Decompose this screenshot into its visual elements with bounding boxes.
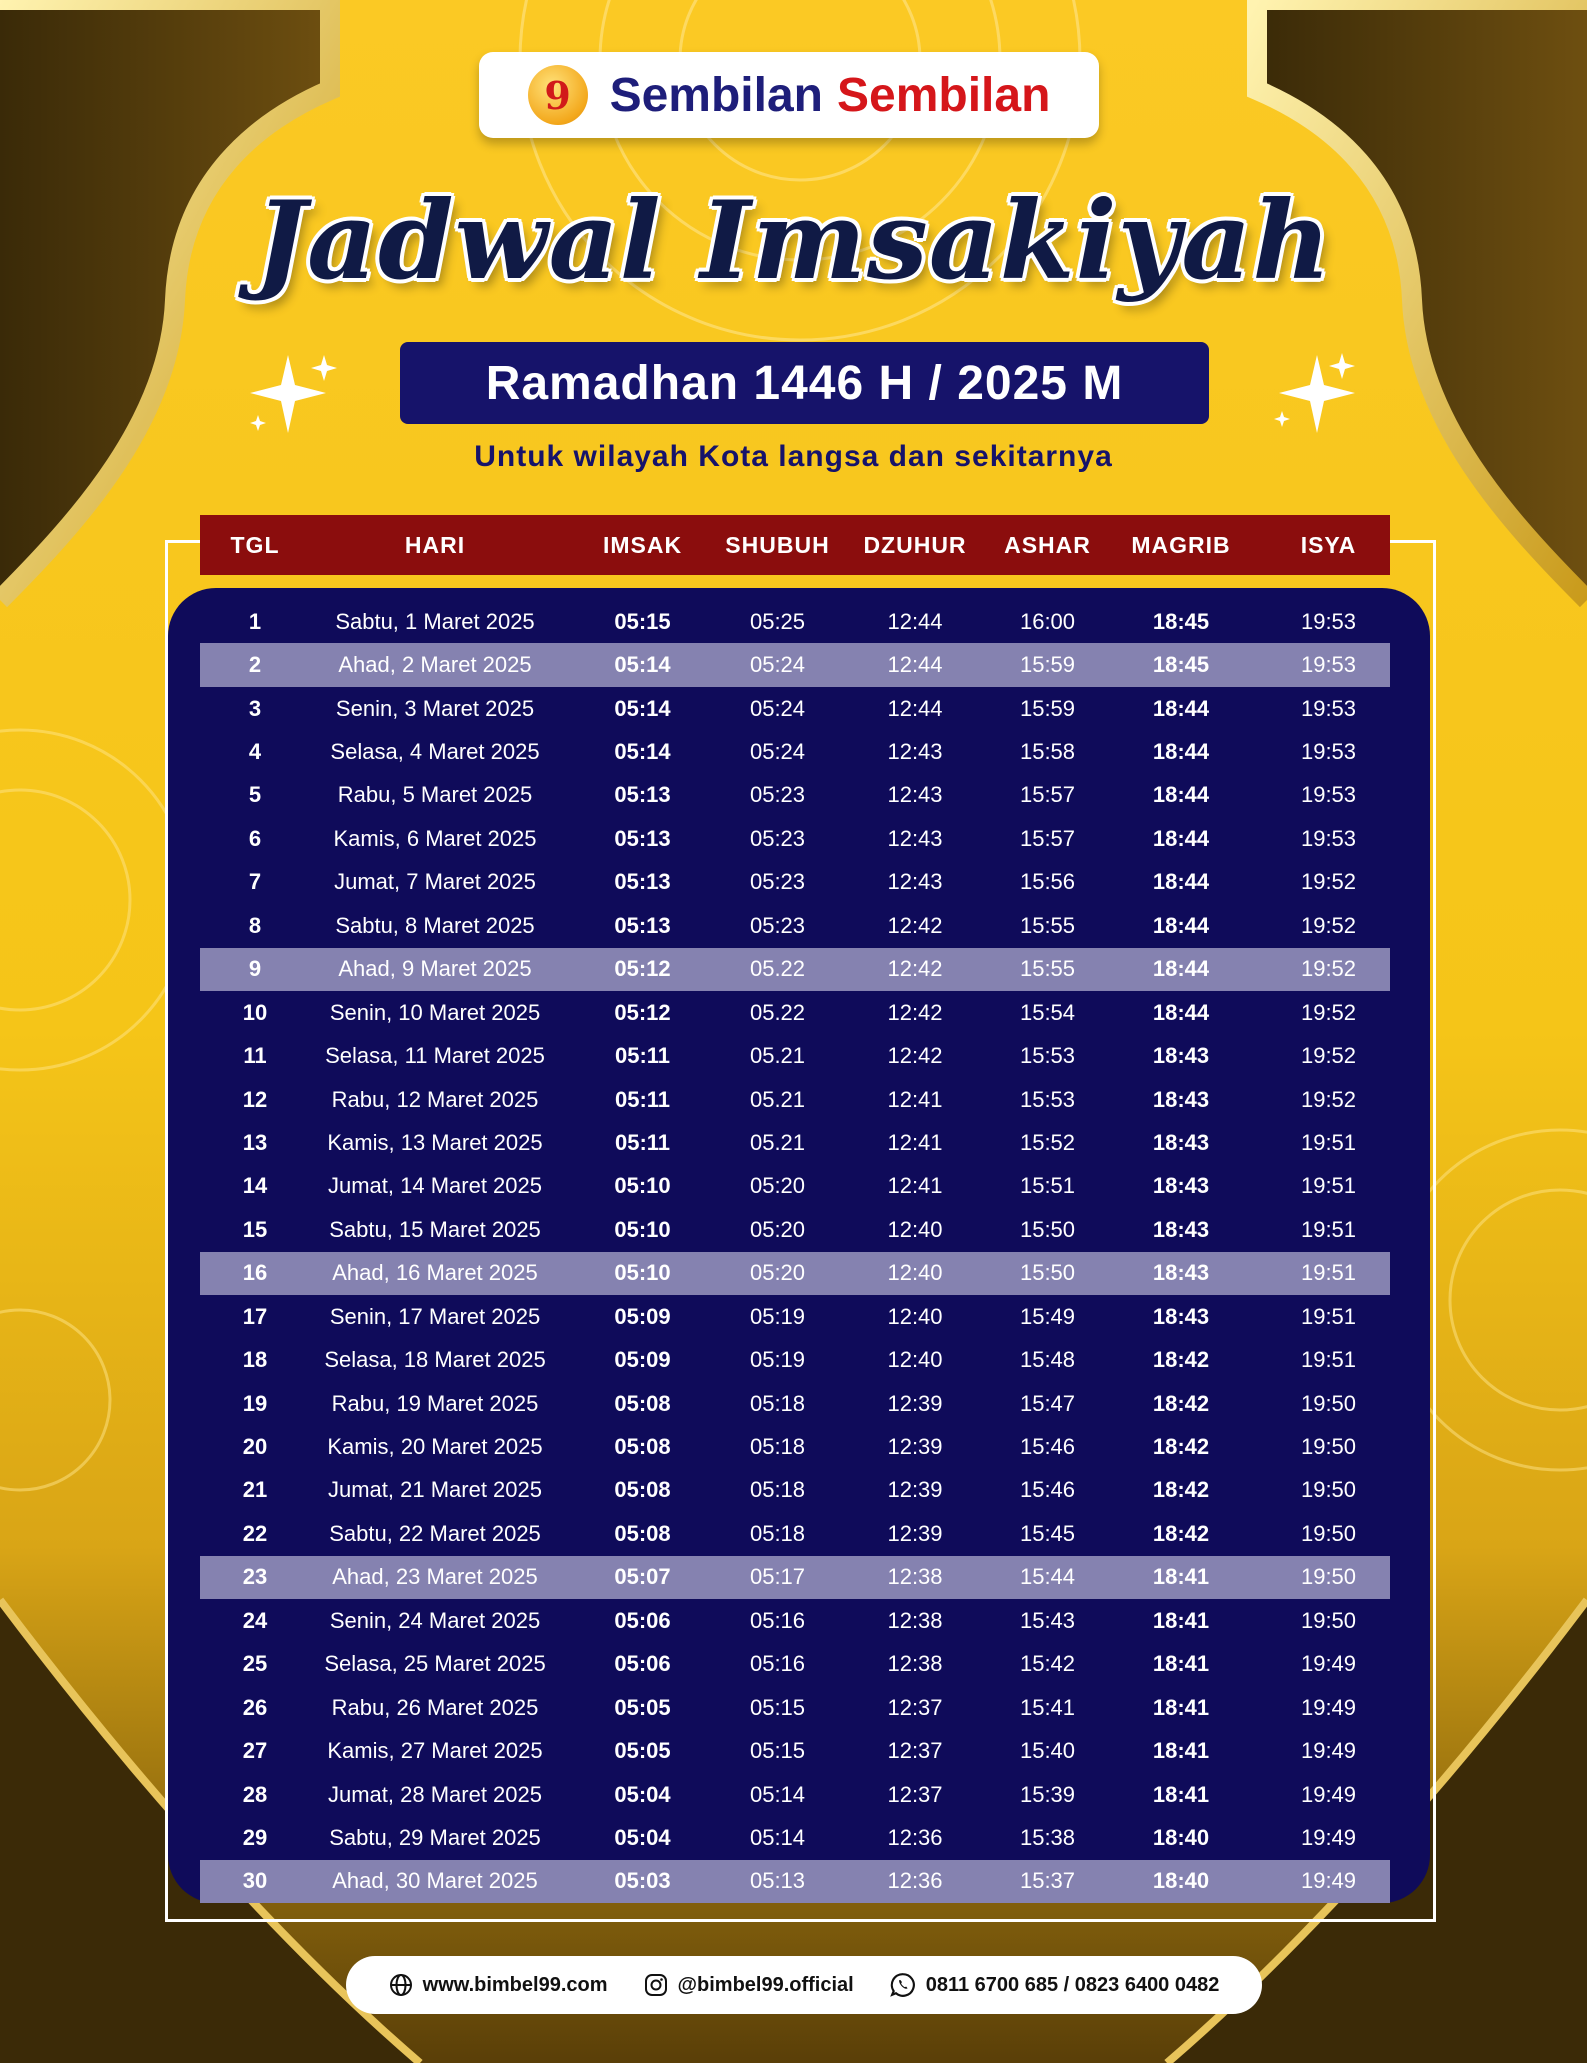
- day-date: Jumat, 21 Maret 2025: [327, 1477, 542, 1503]
- brand-logo: [479, 52, 1099, 138]
- table-row: [200, 1860, 1390, 1903]
- shubuh-time: 05:19: [749, 1347, 806, 1373]
- isya-time: 19:51: [1300, 1260, 1357, 1286]
- column-header-hari: HARI: [404, 531, 466, 558]
- sparkle-icon-left: [238, 345, 348, 445]
- day-number: 4: [248, 739, 262, 765]
- ashar-time: 15:47: [1019, 1390, 1076, 1416]
- imsak-time: 05:09: [614, 1347, 671, 1373]
- magrib-time: 18:43: [1152, 1043, 1210, 1069]
- table-row: [200, 904, 1390, 947]
- dzuhur-time: 12:43: [887, 825, 943, 851]
- dzuhur-time: 12:39: [887, 1520, 943, 1546]
- magrib-time: 18:42: [1152, 1434, 1210, 1460]
- day-number: 30: [242, 1868, 268, 1894]
- ashar-time: 15:42: [1019, 1651, 1076, 1677]
- ashar-time: 15:38: [1019, 1824, 1076, 1850]
- table-row: [200, 1252, 1390, 1295]
- dzuhur-time: 12:43: [887, 869, 943, 895]
- ashar-time: 15:49: [1019, 1303, 1076, 1329]
- isya-time: 19:53: [1300, 608, 1357, 634]
- magrib-time: 18:44: [1152, 695, 1210, 721]
- dzuhur-time: 12:38: [887, 1651, 943, 1677]
- website-text: www.bimbel99.com: [422, 1973, 608, 1996]
- shubuh-time: 05:16: [749, 1607, 806, 1633]
- day-date: Jumat, 14 Maret 2025: [327, 1173, 542, 1199]
- isya-time: 19:49: [1300, 1868, 1357, 1894]
- column-header-ashar: ASHAR: [1004, 531, 1091, 558]
- magrib-time: 18:41: [1152, 1694, 1210, 1720]
- isya-time: 19:52: [1300, 956, 1357, 982]
- ashar-time: 15:53: [1019, 1043, 1076, 1069]
- magrib-time: 18:43: [1152, 1086, 1210, 1112]
- footer-contact-bar: [346, 1956, 1262, 2014]
- isya-time: 19:51: [1300, 1129, 1357, 1155]
- shubuh-time: 05:20: [749, 1260, 806, 1286]
- table-row: [200, 991, 1390, 1034]
- day-number: 18: [242, 1347, 268, 1373]
- dzuhur-time: 12:41: [887, 1129, 943, 1155]
- day-date: Sabtu, 29 Maret 2025: [329, 1824, 541, 1850]
- shubuh-time: 05.22: [749, 999, 806, 1025]
- day-number: 27: [242, 1738, 268, 1764]
- dzuhur-time: 12:42: [887, 1043, 943, 1069]
- ashar-time: 15:54: [1019, 999, 1076, 1025]
- brand-badge: 9: [528, 65, 588, 125]
- ashar-time: 15:50: [1019, 1260, 1076, 1286]
- day-number: 17: [242, 1303, 268, 1329]
- isya-time: 19:52: [1300, 912, 1357, 938]
- dzuhur-time: 12:41: [887, 1086, 943, 1112]
- isya-time: 19:51: [1300, 1303, 1357, 1329]
- shubuh-time: 05:16: [749, 1651, 806, 1677]
- imsak-time: 05:13: [614, 912, 671, 938]
- globe-icon: [389, 1973, 413, 1997]
- imsak-time: 05:04: [614, 1824, 671, 1850]
- day-date: Sabtu, 1 Maret 2025: [335, 608, 535, 634]
- table-row: [200, 1556, 1390, 1599]
- sparkle-icon-right: [1262, 345, 1372, 445]
- day-number: 11: [243, 1043, 267, 1069]
- ashar-time: 15:46: [1019, 1434, 1076, 1460]
- day-number: 5: [248, 782, 262, 808]
- table-row: [200, 1643, 1390, 1686]
- magrib-time: 18:45: [1152, 608, 1210, 634]
- isya-time: 19:49: [1300, 1781, 1357, 1807]
- shubuh-time: 05:17: [749, 1564, 806, 1590]
- imsak-time: 05:07: [614, 1564, 671, 1590]
- column-header-dzuhur: DZUHUR: [863, 531, 967, 558]
- day-number: 7: [248, 869, 262, 895]
- ramadhan-banner: Ramadhan 1446 H / 2025 M: [400, 342, 1209, 424]
- day-date: Senin, 10 Maret 2025: [329, 999, 541, 1025]
- magrib-time: 18:42: [1152, 1477, 1210, 1503]
- day-date: Kamis, 27 Maret 2025: [327, 1738, 543, 1764]
- imsak-time: 05:10: [614, 1173, 671, 1199]
- shubuh-time: 05:23: [749, 869, 806, 895]
- isya-time: 19:50: [1300, 1564, 1357, 1590]
- day-date: Selasa, 11 Maret 2025: [325, 1043, 545, 1069]
- shubuh-time: 05:14: [749, 1824, 806, 1850]
- isya-time: 19:52: [1300, 1043, 1357, 1069]
- magrib-time: 18:41: [1152, 1564, 1210, 1590]
- isya-time: 19:52: [1300, 999, 1357, 1025]
- day-number: 15: [242, 1216, 268, 1242]
- ashar-time: 15:55: [1019, 956, 1076, 982]
- day-date: Selasa, 25 Maret 2025: [324, 1651, 546, 1677]
- day-date: Ahad, 30 Maret 2025: [332, 1868, 538, 1894]
- shubuh-time: 05.21: [749, 1129, 806, 1155]
- dzuhur-time: 12:44: [887, 652, 943, 678]
- table-header: [200, 515, 1390, 575]
- dzuhur-time: 12:42: [887, 912, 943, 938]
- imsak-time: 05:14: [614, 652, 671, 678]
- table-row: [200, 730, 1390, 773]
- magrib-time: 18:41: [1152, 1607, 1210, 1633]
- table-row: [200, 1121, 1390, 1164]
- day-date: Ahad, 2 Maret 2025: [338, 652, 532, 678]
- shubuh-time: 05:20: [749, 1173, 806, 1199]
- day-number: 12: [242, 1086, 268, 1112]
- shubuh-time: 05.21: [749, 1086, 806, 1112]
- day-number: 19: [242, 1390, 268, 1416]
- magrib-time: 18:44: [1152, 869, 1210, 895]
- day-number: 22: [242, 1520, 268, 1546]
- table-row: [200, 600, 1390, 643]
- isya-time: 19:53: [1300, 739, 1357, 765]
- shubuh-time: 05:24: [749, 652, 806, 678]
- isya-time: 19:51: [1300, 1173, 1357, 1199]
- day-number: 28: [242, 1781, 268, 1807]
- dzuhur-time: 12:37: [887, 1781, 943, 1807]
- shubuh-time: 05:23: [749, 912, 806, 938]
- imsak-time: 05:10: [614, 1216, 671, 1242]
- ashar-time: 15:59: [1019, 695, 1076, 721]
- isya-time: 19:52: [1300, 1086, 1357, 1112]
- table-row: [200, 1382, 1390, 1425]
- table-row: [200, 1338, 1390, 1381]
- column-header-isya: ISYA: [1300, 531, 1357, 558]
- day-number: 10: [242, 999, 268, 1025]
- ashar-time: 15:55: [1019, 912, 1076, 938]
- dzuhur-time: 12:42: [887, 999, 943, 1025]
- magrib-time: 18:42: [1152, 1520, 1210, 1546]
- dzuhur-time: 12:39: [887, 1477, 943, 1503]
- magrib-time: 18:40: [1152, 1824, 1210, 1850]
- magrib-time: 18:41: [1152, 1781, 1210, 1807]
- day-number: 26: [242, 1694, 268, 1720]
- instagram-icon: [644, 1973, 668, 1997]
- day-date: Senin, 17 Maret 2025: [329, 1303, 541, 1329]
- magrib-time: 18:42: [1152, 1347, 1210, 1373]
- isya-time: 19:53: [1300, 782, 1357, 808]
- instagram-text: @bimbel99.official: [677, 1973, 854, 1996]
- isya-time: 19:50: [1300, 1390, 1357, 1416]
- imsak-time: 05:13: [614, 825, 671, 851]
- day-date: Jumat, 7 Maret 2025: [334, 869, 536, 895]
- day-date: Selasa, 4 Maret 2025: [330, 739, 540, 765]
- day-number: 8: [248, 912, 262, 938]
- dzuhur-time: 12:43: [887, 739, 943, 765]
- isya-time: 19:51: [1300, 1347, 1357, 1373]
- shubuh-time: 05:18: [749, 1390, 806, 1416]
- ashar-time: 15:52: [1019, 1129, 1076, 1155]
- ashar-time: 15:51: [1019, 1173, 1076, 1199]
- shubuh-time: 05.21: [749, 1043, 806, 1069]
- day-number: 25: [242, 1651, 268, 1677]
- isya-time: 19:50: [1300, 1520, 1357, 1546]
- imsak-time: 05:12: [614, 956, 671, 982]
- isya-time: 19:50: [1300, 1607, 1357, 1633]
- ashar-time: 15:58: [1019, 739, 1076, 765]
- dzuhur-time: 12:42: [887, 956, 943, 982]
- day-number: 9: [248, 956, 262, 982]
- isya-time: 19:50: [1300, 1477, 1357, 1503]
- imsak-time: 05:08: [614, 1520, 671, 1546]
- day-date: Rabu, 12 Maret 2025: [331, 1086, 539, 1112]
- isya-time: 19:51: [1300, 1216, 1357, 1242]
- day-date: Ahad, 16 Maret 2025: [332, 1260, 538, 1286]
- magrib-time: 18:44: [1152, 739, 1210, 765]
- dzuhur-time: 12:40: [887, 1260, 943, 1286]
- magrib-time: 18:44: [1152, 825, 1210, 851]
- imsak-time: 05:06: [614, 1607, 671, 1633]
- imsak-time: 05:13: [614, 869, 671, 895]
- brand-name-part1: Sembilan: [609, 68, 823, 122]
- magrib-time: 18:43: [1152, 1129, 1210, 1155]
- ashar-time: 15:50: [1019, 1216, 1076, 1242]
- magrib-time: 18:44: [1152, 912, 1210, 938]
- ashar-time: 15:57: [1019, 825, 1076, 851]
- whatsapp-text: 0811 6700 685 / 0823 6400 0482: [925, 1973, 1220, 1996]
- shubuh-time: 05:15: [749, 1694, 806, 1720]
- table-row: [200, 774, 1390, 817]
- isya-time: 19:49: [1300, 1824, 1357, 1850]
- isya-time: 19:49: [1300, 1651, 1357, 1677]
- dzuhur-time: 12:39: [887, 1390, 943, 1416]
- day-date: Sabtu, 8 Maret 2025: [335, 912, 535, 938]
- dzuhur-time: 12:40: [887, 1347, 943, 1373]
- magrib-time: 18:43: [1152, 1173, 1210, 1199]
- dzuhur-time: 12:43: [887, 782, 943, 808]
- day-date: Kamis, 13 Maret 2025: [327, 1129, 543, 1155]
- magrib-time: 18:44: [1152, 782, 1210, 808]
- shubuh-time: 05:19: [749, 1303, 806, 1329]
- isya-time: 19:53: [1300, 652, 1357, 678]
- isya-time: 19:52: [1300, 869, 1357, 895]
- day-number: 20: [242, 1434, 268, 1460]
- day-date: Senin, 24 Maret 2025: [329, 1607, 541, 1633]
- footer-website[interactable]: [389, 1973, 608, 1997]
- footer-instagram[interactable]: [644, 1973, 854, 1997]
- dzuhur-time: 12:38: [887, 1607, 943, 1633]
- dzuhur-time: 12:40: [887, 1216, 943, 1242]
- imsak-time: 05:05: [614, 1738, 671, 1764]
- isya-time: 19:49: [1300, 1738, 1357, 1764]
- day-date: Ahad, 9 Maret 2025: [338, 956, 532, 982]
- dzuhur-time: 12:38: [887, 1564, 943, 1590]
- ashar-time: 15:53: [1019, 1086, 1076, 1112]
- magrib-time: 18:41: [1152, 1738, 1210, 1764]
- day-date: Selasa, 18 Maret 2025: [324, 1347, 546, 1373]
- ashar-time: 15:48: [1019, 1347, 1076, 1373]
- imsak-time: 05:08: [614, 1477, 671, 1503]
- ashar-time: 15:57: [1019, 782, 1076, 808]
- ashar-time: 16:00: [1019, 608, 1076, 634]
- shubuh-time: 05:24: [749, 695, 806, 721]
- day-date: Rabu, 19 Maret 2025: [331, 1390, 539, 1416]
- day-number: 23: [242, 1564, 268, 1590]
- table-row: [200, 948, 1390, 991]
- imsak-time: 05:12: [614, 999, 671, 1025]
- dzuhur-time: 12:37: [887, 1694, 943, 1720]
- dzuhur-time: 12:36: [887, 1868, 943, 1894]
- shubuh-time: 05:15: [749, 1738, 806, 1764]
- table-row: [200, 1078, 1390, 1121]
- day-date: Kamis, 20 Maret 2025: [327, 1434, 543, 1460]
- shubuh-time: 05:23: [749, 782, 806, 808]
- imsak-time: 05:03: [614, 1868, 671, 1894]
- day-number: 2: [248, 652, 262, 678]
- dzuhur-time: 12:44: [887, 608, 943, 634]
- isya-time: 19:49: [1300, 1694, 1357, 1720]
- shubuh-time: 05:20: [749, 1216, 806, 1242]
- imsak-time: 05:14: [614, 695, 671, 721]
- page-title: Jadwal Imsakiyah: [255, 178, 1332, 304]
- imsak-time: 05:11: [614, 1129, 671, 1155]
- day-number: 16: [242, 1260, 268, 1286]
- day-date: Rabu, 5 Maret 2025: [337, 782, 533, 808]
- ashar-time: 15:56: [1019, 869, 1076, 895]
- day-date: Kamis, 6 Maret 2025: [333, 825, 537, 851]
- table-row: [200, 1425, 1390, 1468]
- ashar-time: 15:44: [1019, 1564, 1076, 1590]
- dzuhur-time: 12:44: [887, 695, 943, 721]
- magrib-time: 18:43: [1152, 1303, 1210, 1329]
- day-date: Jumat, 28 Maret 2025: [327, 1781, 542, 1807]
- imsak-time: 05:06: [614, 1651, 671, 1677]
- ashar-time: 15:39: [1019, 1781, 1076, 1807]
- column-header-magrib: MAGRIB: [1131, 531, 1231, 558]
- imsak-time: 05:08: [614, 1434, 671, 1460]
- day-date: Sabtu, 22 Maret 2025: [329, 1520, 541, 1546]
- shubuh-time: 05:24: [749, 739, 806, 765]
- imsak-time: 05:14: [614, 739, 671, 765]
- magrib-time: 18:45: [1152, 652, 1210, 678]
- dzuhur-time: 12:37: [887, 1738, 943, 1764]
- dzuhur-time: 12:41: [887, 1173, 943, 1199]
- day-date: Ahad, 23 Maret 2025: [332, 1564, 538, 1590]
- ashar-time: 15:45: [1019, 1520, 1076, 1546]
- table-row: [200, 687, 1390, 730]
- table-row: [200, 1469, 1390, 1512]
- table-row: [200, 643, 1390, 686]
- magrib-time: 18:43: [1152, 1260, 1210, 1286]
- day-date: Senin, 3 Maret 2025: [335, 695, 535, 721]
- table-row: [200, 1512, 1390, 1555]
- dzuhur-time: 12:36: [887, 1824, 943, 1850]
- ashar-time: 15:43: [1019, 1607, 1076, 1633]
- day-date: Rabu, 26 Maret 2025: [331, 1694, 539, 1720]
- shubuh-time: 05.22: [749, 956, 806, 982]
- shubuh-time: 05:23: [749, 825, 806, 851]
- imsak-time: 05:05: [614, 1694, 671, 1720]
- table-row: [200, 1295, 1390, 1338]
- dzuhur-time: 12:40: [887, 1303, 943, 1329]
- table-row: [200, 861, 1390, 904]
- shubuh-time: 05:14: [749, 1781, 806, 1807]
- magrib-time: 18:44: [1152, 956, 1210, 982]
- day-number: 1: [248, 608, 262, 634]
- shubuh-time: 05:18: [749, 1520, 806, 1546]
- imsak-time: 05:08: [614, 1390, 671, 1416]
- magrib-time: 18:44: [1152, 999, 1210, 1025]
- day-number: 14: [242, 1173, 268, 1199]
- dzuhur-time: 12:39: [887, 1434, 943, 1460]
- ashar-time: 15:59: [1019, 652, 1076, 678]
- imsak-time: 05:10: [614, 1260, 671, 1286]
- imsak-time: 05:04: [614, 1781, 671, 1807]
- imsak-time: 05:13: [614, 782, 671, 808]
- table-row: [200, 1773, 1390, 1816]
- day-date: Sabtu, 15 Maret 2025: [329, 1216, 541, 1242]
- table-row: [200, 1729, 1390, 1772]
- table-row: [200, 1165, 1390, 1208]
- schedule-rows: [200, 600, 1390, 1903]
- shubuh-time: 05:13: [749, 1868, 806, 1894]
- table-row: [200, 1599, 1390, 1642]
- magrib-time: 18:42: [1152, 1390, 1210, 1416]
- magrib-time: 18:41: [1152, 1651, 1210, 1677]
- day-number: 6: [248, 825, 262, 851]
- shubuh-time: 05:18: [749, 1477, 806, 1503]
- magrib-time: 18:40: [1152, 1868, 1210, 1894]
- day-number: 24: [242, 1607, 268, 1633]
- footer-whatsapp[interactable]: [890, 1972, 1220, 1998]
- ashar-time: 15:41: [1019, 1694, 1076, 1720]
- ashar-time: 15:40: [1019, 1738, 1076, 1764]
- isya-time: 19:53: [1300, 695, 1357, 721]
- day-number: 3: [248, 695, 262, 721]
- day-number: 29: [242, 1824, 268, 1850]
- table-row: [200, 817, 1390, 860]
- column-header-shubuh: SHUBUH: [725, 531, 830, 558]
- brand-name-part2: Sembilan: [837, 68, 1051, 122]
- imsak-time: 05:11: [614, 1086, 671, 1112]
- isya-time: 19:50: [1300, 1434, 1357, 1460]
- magrib-time: 18:43: [1152, 1216, 1210, 1242]
- shubuh-time: 05:18: [749, 1434, 806, 1460]
- whatsapp-icon: [890, 1972, 916, 1998]
- imsak-time: 05:09: [614, 1303, 671, 1329]
- imsak-time: 05:11: [614, 1043, 671, 1069]
- isya-time: 19:53: [1300, 825, 1357, 851]
- day-number: 13: [242, 1129, 268, 1155]
- column-header-imsak: IMSAK: [602, 531, 683, 558]
- table-row: [200, 1034, 1390, 1077]
- column-header-tgl: TGL: [230, 531, 280, 558]
- table-row: [200, 1208, 1390, 1251]
- ashar-time: 15:37: [1019, 1868, 1076, 1894]
- region-subtitle: Untuk wilayah Kota langsa dan sekitarnya: [474, 440, 1113, 473]
- day-number: 21: [242, 1477, 268, 1503]
- table-row: [200, 1686, 1390, 1729]
- imsak-time: 05:15: [614, 608, 671, 634]
- ashar-time: 15:46: [1019, 1477, 1076, 1503]
- table-row: [200, 1816, 1390, 1859]
- shubuh-time: 05:25: [749, 608, 806, 634]
